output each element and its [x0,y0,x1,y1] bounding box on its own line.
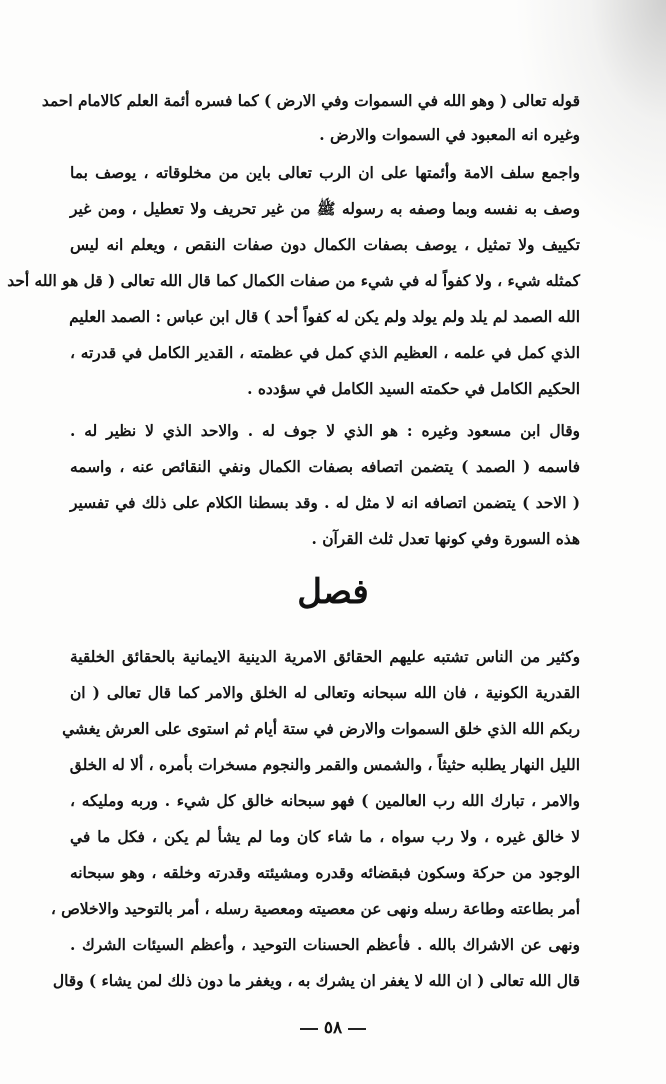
text-line: القدرية الكونية ، فان الله سبحانه وتعالى له الخلق والامر كما قال تعالى ( ان [70,684,580,702]
text-line: الله الصمد لم يلد ولم يولد ولم يكن له كفواً أحد ) قال ابن عباس : الصمد العليم [69,308,580,326]
dash-decoration [300,1028,318,1030]
text-line: وصف به نفسه وبما وصفه به رسوله ﷺ من غير تحريف ولا تعطيل ، ومن غير [70,200,580,218]
text-line: واجمع سلف الامة وأئمتها على ان الرب تعالى باين من مخلوقاته ، يوصف بما [70,164,580,182]
text-line: تكييف ولا تمثيل ، يوصف بصفات الكمال دون صفات النقص ، ويعلم انه ليس [70,236,580,254]
text-line: الحكيم الكامل في حكمته السيد الكامل في سؤدده . [247,380,580,398]
text-line: والامر ، تبارك الله رب العالمين ) فهو سبحانه خالق كل شيء . وربه ومليكه ، [70,792,580,810]
text-line: أمر بطاعته وطاعة رسله ونهى عن معصيته ومعصية رسله ، أمر بالتوحيد والاخلاص ، [50,900,580,918]
text-line: وقال ابن مسعود وغيره : هو الذي لا جوف له . والاحد الذي لا نظير له . [70,422,580,440]
text-line: قوله تعالى ( وهو الله في السموات وفي الارض ) كما فسره أئمة العلم كالامام احمد [41,92,580,110]
text-line: فاسمه ( الصمد ) يتضمن اتصافه بصفات الكمال ونفي النقائص عنه ، واسمه [70,458,580,476]
page-number-value: ٥٨ [323,1018,343,1038]
text-line: الوجود من حركة وسكون فبقضائه وقدره ومشيئته وقدرته وخلقه ، وهو سبحانه [70,864,580,882]
page-number [0,1018,666,1038]
dash-decoration [348,1028,366,1030]
text-line: كمثله شيء ، ولا كفواً له في شيء من صفات الكمال كما قال الله تعالى ( قل هو الله أحد [7,272,580,290]
text-line: لا خالق غيره ، ولا رب سواه ، ما شاء كان وما لم يشأ لم يكن ، فكل ما في [70,828,580,846]
text-line: قال الله تعالى ( ان الله لا يغفر ان يشرك به ، ويغفر ما دون ذلك لمن يشاء ) وقال [52,972,580,990]
text-line: وكثير من الناس تشتبه عليهم الحقائق الامرية الدينية الايمانية بالحقائق الخلقية [70,648,580,666]
text-line: وغيره انه المعبود في السموات والارض . [319,126,580,144]
text-line: ربكم الله الذي خلق السموات والارض في ستة أيام ثم استوى على العرش يغشي [62,720,580,738]
text-line: ونهى عن الاشراك بالله . فأعظم الحسنات التوحيد ، وأعظم السيئات الشرك . [70,936,580,954]
text-line: الذي كمل في علمه ، العظيم الذي كمل في عظمته ، القدير الكامل في قدرته ، [70,344,580,362]
section-heading: فصل [297,572,369,612]
text-line: هذه السورة وفي كونها تعدل ثلث القرآن . [311,530,580,548]
text-line: الليل النهار يطلبه حثيثاً ، والشمس والقمر والنجوم مسخرات بأمره ، ألا له الخلق [69,756,580,774]
text-line: ( الاحد ) يتضمن اتصافه انه لا مثل له . وقد بسطنا الكلام على ذلك في تفسير [70,494,580,512]
